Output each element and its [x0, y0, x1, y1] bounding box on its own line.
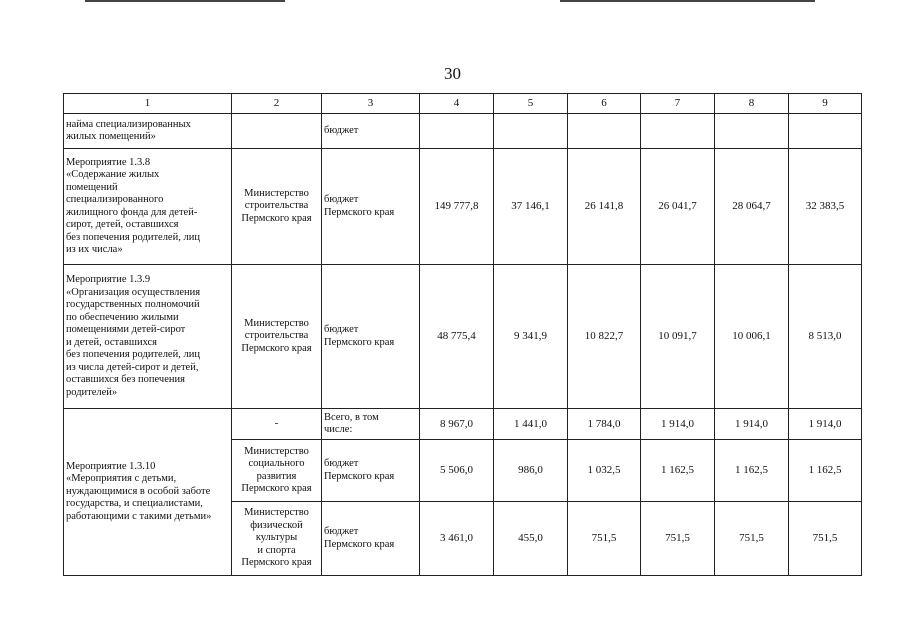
funding-source-cell: бюджет Пермского края: [322, 502, 420, 576]
funding-source-cell: бюджет Пермского края: [322, 149, 420, 265]
value-cell: 1 784,0: [568, 409, 641, 440]
executor-cell: Министерство физической культуры и спорта Пермского края: [232, 502, 322, 576]
executor-cell: -: [232, 409, 322, 440]
funding-source-cell: бюджет Пермского края: [322, 265, 420, 409]
executor-cell: Министерство социального развития Пермского края: [232, 440, 322, 502]
table-row: [64, 149, 862, 265]
table-row: [64, 409, 862, 440]
value-cell: [789, 114, 862, 149]
funding-source-cell: Всего, в том числе:: [322, 409, 420, 440]
value-cell: 751,5: [789, 502, 862, 576]
value-cell: 26 041,7: [641, 149, 715, 265]
executor-cell: Министерство строительства Пермского края: [232, 265, 322, 409]
value-cell: 1 441,0: [494, 409, 568, 440]
page-number: 30: [444, 64, 461, 83]
funding-source-cell: бюджет Пермского края: [322, 440, 420, 502]
value-cell: 8 967,0: [420, 409, 494, 440]
value-cell: [641, 114, 715, 149]
value-cell: 26 141,8: [568, 149, 641, 265]
measure-name: найма специализированных жилых помещений»: [64, 114, 232, 149]
column-header: 6: [568, 94, 641, 114]
funding-source-cell: бюджет: [322, 114, 420, 149]
column-header: 2: [232, 94, 322, 114]
value-cell: 10 822,7: [568, 265, 641, 409]
column-header: 9: [789, 94, 862, 114]
value-cell: 37 146,1: [494, 149, 568, 265]
table-header-row: [64, 94, 862, 114]
value-cell: [494, 114, 568, 149]
value-cell: 751,5: [715, 502, 789, 576]
value-cell: 1 914,0: [789, 409, 862, 440]
value-cell: 5 506,0: [420, 440, 494, 502]
value-cell: 32 383,5: [789, 149, 862, 265]
column-header: 7: [641, 94, 715, 114]
scan-edge-right: [560, 0, 815, 2]
executor-cell: [232, 114, 322, 149]
column-header: 3: [322, 94, 420, 114]
value-cell: 751,5: [641, 502, 715, 576]
value-cell: [715, 114, 789, 149]
measure-name: Мероприятие 1.3.8 «Содержание жилых помещений специализированного жилищного фонда для детей- сирот, детей, оставшихся без попечения родителей, лиц из их числа»: [64, 149, 232, 265]
value-cell: 149 777,8: [420, 149, 494, 265]
value-cell: 1 162,5: [641, 440, 715, 502]
value-cell: 1 914,0: [715, 409, 789, 440]
value-cell: 1 032,5: [568, 440, 641, 502]
value-cell: 1 914,0: [641, 409, 715, 440]
value-cell: 48 775,4: [420, 265, 494, 409]
value-cell: [568, 114, 641, 149]
value-cell: 455,0: [494, 502, 568, 576]
value-cell: 3 461,0: [420, 502, 494, 576]
value-cell: 10 091,7: [641, 265, 715, 409]
budget-table: [63, 93, 862, 576]
executor-cell: Министерство строительства Пермского края: [232, 149, 322, 265]
value-cell: 1 162,5: [789, 440, 862, 502]
value-cell: 9 341,9: [494, 265, 568, 409]
measure-name: Мероприятие 1.3.9 «Организация осуществления государственных полномочий по обеспечению жилыми помещениями детей-сирот и детей, оставшихся без попечения родителей, лиц из числа детей-сирот и детей, оставшихся без попечения родителей»: [64, 265, 232, 409]
value-cell: 10 006,1: [715, 265, 789, 409]
value-cell: 1 162,5: [715, 440, 789, 502]
column-header: 4: [420, 94, 494, 114]
table-row: [64, 265, 862, 409]
value-cell: 986,0: [494, 440, 568, 502]
value-cell: [420, 114, 494, 149]
scan-edge-left: [85, 0, 285, 2]
value-cell: 8 513,0: [789, 265, 862, 409]
value-cell: 28 064,7: [715, 149, 789, 265]
column-header: 1: [64, 94, 232, 114]
column-header: 5: [494, 94, 568, 114]
value-cell: 751,5: [568, 502, 641, 576]
column-header: 8: [715, 94, 789, 114]
table-row: [64, 114, 862, 149]
measure-name: Мероприятие 1.3.10 «Мероприятия с детьми, нуждающимися в особой заботе государства, и специалистами, работающими с такими детьми»: [64, 409, 232, 576]
